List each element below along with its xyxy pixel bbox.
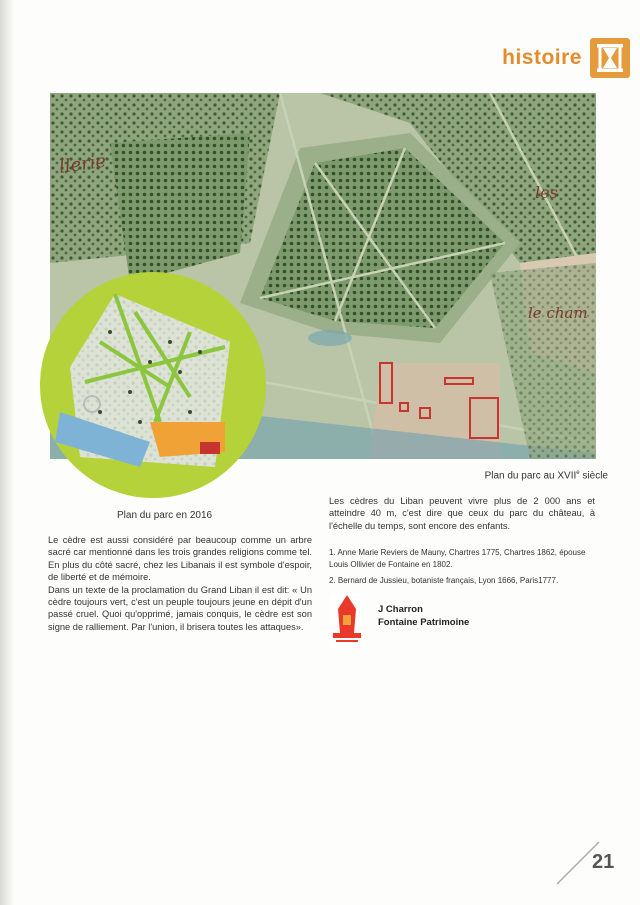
tower-logo-icon [330,593,364,648]
author-name: J Charron [378,604,423,615]
right-column [329,495,595,532]
section-title: histoire [502,46,582,69]
footnotes [329,547,599,591]
author-block [378,603,469,629]
footnote-1: 1. Anne Marie Reviers de Mauny, Chartres 1775, Chartres 1862, épouse Louis Ollivier de Fontaine en 1802. [329,548,586,569]
page-spine-shadow [0,0,14,905]
map-label-les: les [535,183,558,202]
map-caption [485,470,608,481]
right-paragraph-1: Les cèdres du Liban peuvent vivre plus de 2 000 ans et atteindre 40 m, c'est dire que ceux du parc du château, à l'échelle du temps, sont encore des enfants. [329,496,595,531]
modern-park-plan-inset [40,272,266,498]
author-org: Fontaine Patrimoine [378,617,470,628]
map-label-galleries: llerie [57,150,108,178]
hourglass-icon [590,38,630,78]
left-paragraph-1: Le cèdre est aussi considéré par beaucoup comme un arbre sacré car mentionné dans les trois grandes religions comme tel. En plus du côté sacré, chez les Libanais il est symbole d'espoir, de liberté et de mémoire. [48,535,312,583]
section-header [502,38,630,78]
map-caption-text: Plan du parc au XVII [484,470,577,482]
left-column [48,534,312,633]
footnote-2: 2. Bernard de Jussieu, botaniste français, Lyon 1666, Paris1777. [329,576,559,585]
page-number: 21 [592,851,615,873]
map-caption-end: siècle [579,470,608,482]
map-label-champ: le cham [528,304,588,322]
map-caption-sup: e [576,470,580,476]
inset-caption: Plan du parc en 2016 [117,510,213,521]
left-paragraph-2: Dans un texte de la proclamation du Grand Liban il est dit: « Un cèdre toujours vert, c'est un peuple toujours jeune en dépit d'un passé cruel. Quoi qu'opprimé, jamais conquis, le cèdre est son signe de ralliement. Par l'union, il brisera toutes les attaques». [48,584,312,632]
